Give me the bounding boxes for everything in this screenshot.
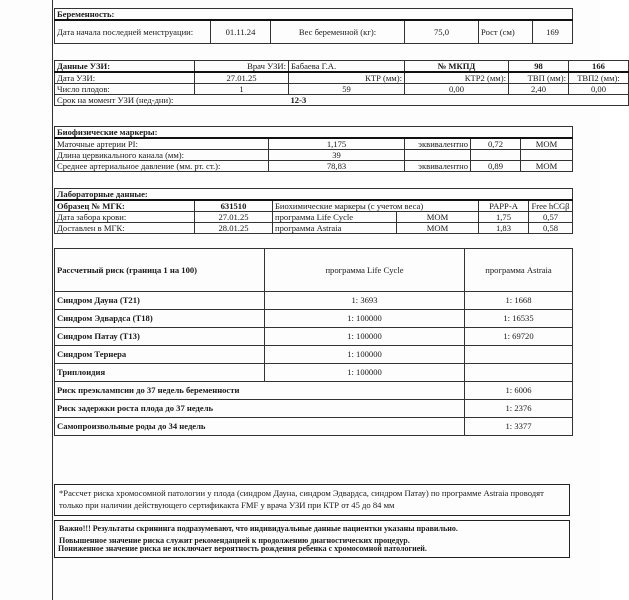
risk-as: 1: 6006: [465, 382, 573, 400]
draw-label: Дата забора крови:: [55, 212, 195, 223]
risk-lc: 1: 3693: [265, 292, 465, 310]
map-unit: MOM: [521, 161, 573, 172]
risk-title: Рассчетный риск (граница 1 на 100): [55, 249, 265, 292]
risk-lc: 1: 100000: [265, 328, 465, 346]
risk-as: [465, 364, 573, 382]
risk-label: Синдром Дауна (T21): [55, 292, 265, 310]
table-row: [55, 418, 573, 436]
table-row: [55, 364, 573, 382]
mkpd-value: 98: [509, 61, 569, 73]
risk-label: Самопроизвольные роды до 34 недель: [55, 418, 465, 436]
map-value: 78,83: [269, 161, 405, 172]
cervix-value: 39: [269, 150, 405, 161]
risk-label: Синдром Эдвардса (T18): [55, 310, 265, 328]
weight-value: 75,0: [405, 20, 479, 44]
as-hcg: 0,58: [529, 223, 573, 234]
us-date-label: Дата УЗИ:: [55, 72, 195, 84]
deliv-label: Доставлен в МГК:: [55, 223, 195, 234]
tvp-label: ТВП (мм):: [509, 72, 569, 84]
risk-as: 1: 1668: [465, 292, 573, 310]
fetus-label: Число плодов:: [55, 84, 195, 95]
footnote-text: *Рассчет риска хромосомной патологии у плода (синдром Дауна, синдром Эдвардса, синдром Патау) по программе Astraia проводят только при наличии действующего сертификакта FMF у врача УЗИ при КТР от 45 до 84 мм: [59, 488, 544, 510]
table-row: [55, 328, 573, 346]
pregnancy-table: [54, 8, 573, 44]
map-eq: эквивалентно: [405, 161, 471, 172]
table-row: [55, 292, 573, 310]
lmp-value: 01.11.24: [211, 20, 271, 44]
tvp2-value: 0,00: [569, 84, 629, 95]
important-line-2: Повышенное значение риска служит рекомендацией к продолжению диагностических процедур.: [59, 536, 410, 545]
risk-label: Синдром Патау (T13): [55, 328, 265, 346]
term-label: Срок на момент УЗИ (нед-дни):: [55, 95, 289, 106]
ua-pi-value: 1,175: [269, 138, 405, 150]
map-label: Среднее артериальное давление (мм. рт. ст.):: [55, 161, 269, 172]
lab-title: Лабораторные данные:: [55, 189, 573, 201]
important-line-3: Пониженное значение риска не исключает вероятность рождения ребенка с хромосомной патологией.: [58, 544, 427, 553]
risk-label: Синдром Тернера: [55, 346, 265, 364]
risk-label: Риск преэклампсии до 37 недель беременности: [55, 382, 465, 400]
mkpd-value-2: 166: [569, 61, 629, 73]
table-row: [55, 346, 573, 364]
ktr2-label: КТР2 (мм):: [405, 72, 509, 84]
risk-lc: 1: 100000: [265, 310, 465, 328]
cervix-eq: [405, 150, 471, 161]
hcg-label: Free hCGβ: [529, 200, 573, 212]
risk-col-as: программа Astraia: [465, 249, 573, 292]
table-row: [55, 400, 573, 418]
ktr2-value: 0,00: [405, 84, 509, 95]
sample-label: Образец № МГК:: [55, 200, 195, 212]
lc-hcg: 0,57: [529, 212, 573, 223]
risk-lc: 1: 100000: [265, 364, 465, 382]
as-program-label: программа Astraia: [273, 223, 397, 234]
cervix-label: Длина цервикального канала (мм):: [55, 150, 269, 161]
risk-as: 1: 16535: [465, 310, 573, 328]
important-line-1: Важно!!! Результаты скрининга подразумевают, что индивидуальные данные пациентки указаны правильно.: [59, 524, 458, 533]
tvp-value: 2,40: [509, 84, 569, 95]
risk-table: [54, 248, 573, 436]
ultrasound-title: Данные УЗИ:: [55, 61, 195, 73]
pregnancy-title: Беременность:: [55, 9, 573, 21]
tvp2-label: ТВП2 (мм):: [569, 72, 629, 84]
margin-line: [52, 0, 53, 600]
risk-label: Риск задержки роста плода до 37 недель: [55, 400, 465, 418]
cervix-mom: [471, 150, 521, 161]
as-pappa: 1,83: [479, 223, 529, 234]
as-unit: MOM: [397, 223, 479, 234]
table-row: [55, 382, 573, 400]
ultrasound-table: [54, 60, 629, 106]
map-mom: 0,89: [471, 161, 521, 172]
risk-as: 1: 2376: [465, 400, 573, 418]
ua-pi-mom: 0,72: [471, 138, 521, 150]
ktr-value: 59: [289, 84, 405, 95]
risk-as: [465, 346, 573, 364]
lc-unit: MOM: [397, 212, 479, 223]
ktr-label: КТР (мм):: [289, 72, 405, 84]
height-value: 169: [533, 20, 573, 44]
draw-value: 27.01.25: [195, 212, 273, 223]
important-box-2: [54, 541, 570, 558]
biophysical-table: [54, 126, 573, 172]
risk-label: Триплоидия: [55, 364, 265, 382]
biophysical-title: Биофизические маркеры:: [55, 127, 573, 139]
lc-program-label: программа Life Cycle: [273, 212, 397, 223]
cervix-unit: [521, 150, 573, 161]
mkpd-label: № МКПД: [405, 61, 509, 73]
risk-as: 1: 69720: [465, 328, 573, 346]
sample-value: 631510: [195, 200, 273, 212]
ua-pi-eq: эквивалентно: [405, 138, 471, 150]
ua-pi-label: Маточные артерии PI:: [55, 138, 269, 150]
doctor-value: Бабаева Г.А.: [289, 61, 405, 73]
weight-label: Вес беременной (кг):: [271, 20, 405, 44]
risk-as: 1: 3377: [465, 418, 573, 436]
lmp-label: Дата начала последней менструации:: [55, 20, 211, 44]
risk-col-lc: программа Life Cycle: [265, 249, 465, 292]
risk-lc: 1: 100000: [265, 346, 465, 364]
us-date-value: 27.01.25: [195, 72, 289, 84]
deliv-value: 28.01.25: [195, 223, 273, 234]
lc-pappa: 1,75: [479, 212, 529, 223]
fetus-value: 1: [195, 84, 289, 95]
pappa-label: PAPP-A: [479, 200, 529, 212]
table-row: [55, 310, 573, 328]
doctor-label: Врач УЗИ:: [195, 61, 289, 73]
lab-table: [54, 188, 573, 234]
ua-pi-unit: MOM: [521, 138, 573, 150]
term-value: 12-3: [289, 95, 629, 106]
footnote-box: [54, 484, 570, 516]
height-label: Рост (см): [479, 20, 533, 44]
biochem-label: Биохимические маркеры (с учетом веса): [273, 200, 479, 212]
